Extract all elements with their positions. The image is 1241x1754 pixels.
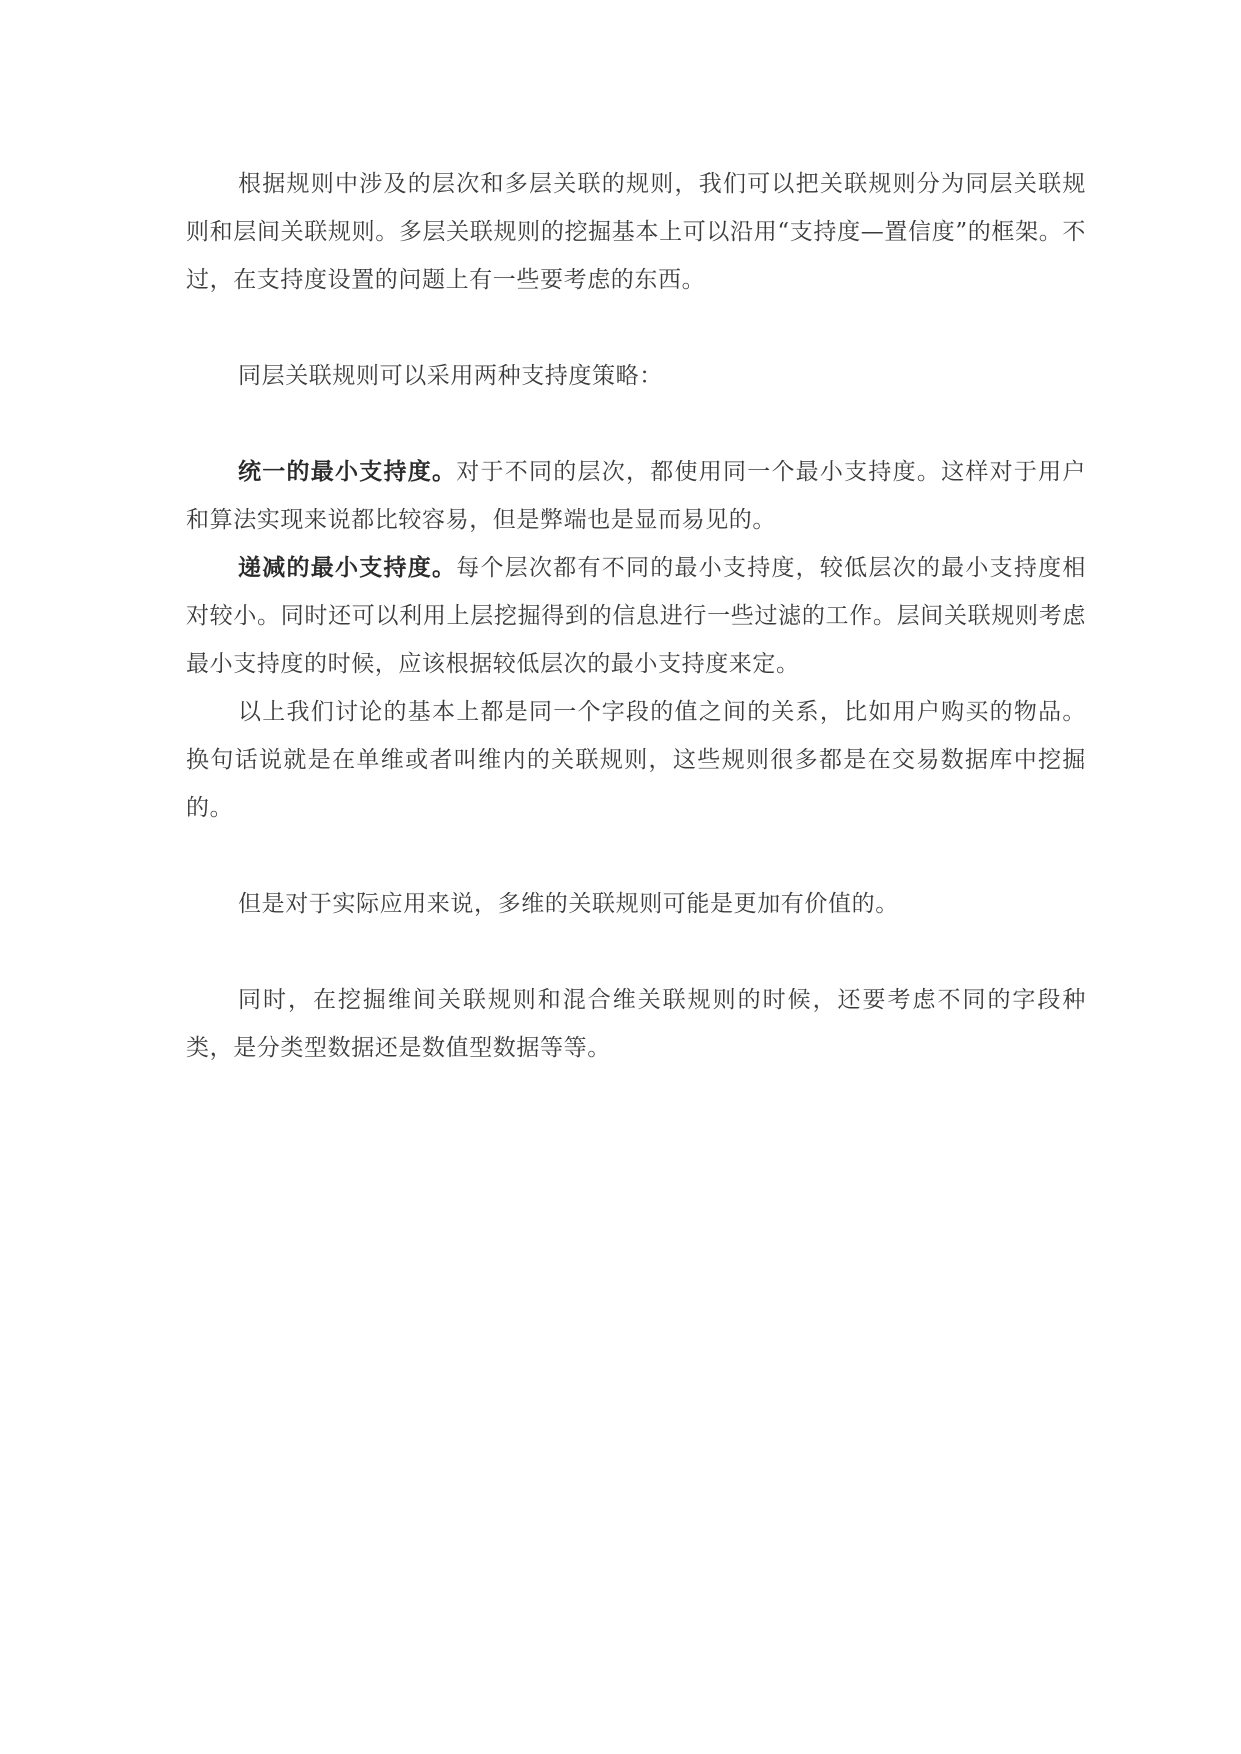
paragraph-text: 对于不同的层次，都使用同一个最小支持度。这样对于用户和算法实现来说都比较容易，但是弊端也是显而易见的。	[186, 459, 1086, 533]
document-body	[186, 160, 1086, 1072]
paragraph-text: 同时，在挖掘维间关联规则和混合维关联规则的时候，还要考虑不同的字段种类，是分类型数据还是数值型数据等等。	[186, 987, 1086, 1061]
paragraph-single-dimension	[186, 688, 1086, 832]
paragraph-reduced-support	[186, 544, 1086, 688]
paragraph-spacer	[186, 928, 1086, 976]
paragraph-spacer	[186, 832, 1086, 880]
paragraph-text: 每个层次都有不同的最小支持度，较低层次的最小支持度相对较小。同时还可以利用上层挖掘得到的信息进行一些过滤的工作。层间关联规则考虑最小支持度的时候，应该根据较低层次的最小支持度来定。	[186, 555, 1086, 677]
paragraph-lead-term: 统一的最小支持度。	[238, 458, 457, 485]
paragraph-support-strategies	[186, 352, 1086, 400]
paragraph-spacer	[186, 304, 1086, 352]
paragraph-multilevel-rules	[186, 160, 1086, 304]
paragraph-text: 根据规则中涉及的层次和多层关联的规则，我们可以把关联规则分为同层关联规则和层间关联规则。多层关联规则的挖掘基本上可以沿用“支持度—置信度”的框架。不过，在支持度设置的问题上有一些要考虑的东西。	[186, 171, 1086, 293]
paragraph-spacer	[186, 400, 1086, 448]
paragraph-text: 同层关联规则可以采用两种支持度策略：	[238, 363, 663, 389]
paragraph-multi-dimension	[186, 880, 1086, 928]
paragraph-lead-term: 递减的最小支持度。	[238, 554, 457, 581]
paragraph-uniform-support	[186, 448, 1086, 544]
paragraph-text: 以上我们讨论的基本上都是同一个字段的值之间的关系，比如用户购买的物品。换句话说就是在单维或者叫维内的关联规则，这些规则很多都是在交易数据库中挖掘的。	[186, 699, 1086, 821]
paragraph-text: 但是对于实际应用来说，多维的关联规则可能是更加有价值的。	[238, 891, 899, 917]
paragraph-field-types	[186, 976, 1086, 1072]
